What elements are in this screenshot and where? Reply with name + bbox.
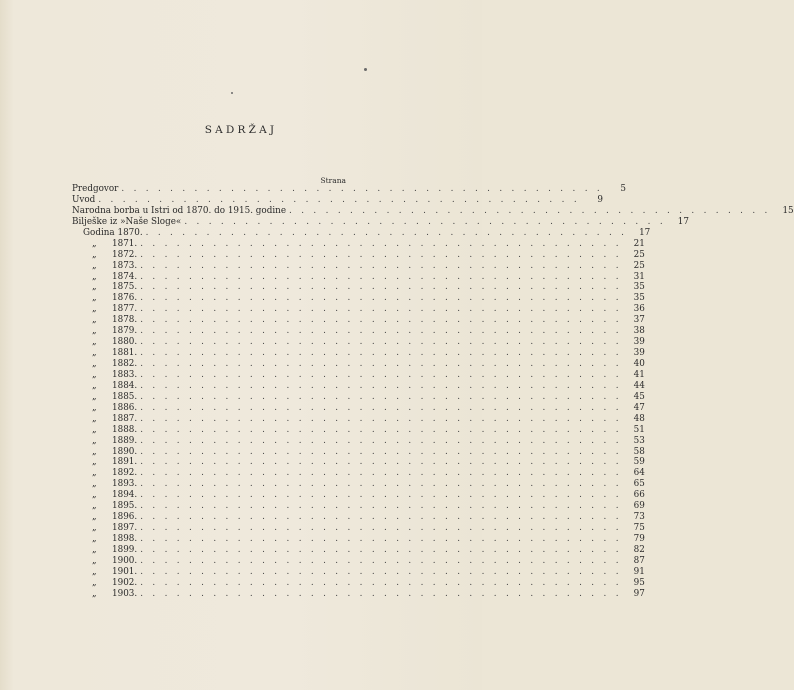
toc-year: 1889. [112,435,138,446]
toc-entry[interactable] [72,577,645,589]
toc-page-number: 53 [633,435,645,446]
toc-year: 1873. [112,260,138,271]
toc-page-number: 9 [597,194,603,205]
toc-entry[interactable] [72,293,645,304]
toc-year: 1872. [112,249,138,260]
ditto-mark: „ [92,282,97,293]
toc-year: 1886. [112,402,138,413]
toc-entry-label [72,282,137,293]
toc-year: 1900. [112,555,138,566]
toc-year: 1899. [112,544,138,555]
leader-dots: . . . . . . . . . . . . . . . . . . . . . . . . . . . . . . . . . . . . . . . . [140,544,622,555]
leader-dots: . . . . . . . . . . . . . . . . . . . . . . . . . . . . . . . . . . . . . . . . [140,304,622,315]
toc-entry[interactable] [72,304,645,315]
toc-year: 1890. [112,446,138,457]
toc-page-number: 17 [639,227,651,238]
leader-dots: . . . . . . . . . . . . . . . . . . . . . . . . . . . . . . . . . . . . . . . . [289,205,771,216]
toc-entry-label [72,272,137,283]
toc-year: 1880. [112,337,138,348]
toc-page-number: 36 [633,304,645,315]
toc-entry-label [72,304,137,315]
toc-entry[interactable] [72,468,645,479]
leader-dots: . . . . . . . . . . . . . . . . . . . . . . . . . . . . . . . . . . . . . . . . [140,369,622,380]
toc-page-number: 44 [633,380,645,391]
toc-entry[interactable] [72,446,645,458]
toc-entry[interactable] [72,424,645,436]
toc-year: 1875. [112,282,138,293]
toc-entry-label: Bilješke iz »Naše Sloge« [72,216,182,227]
toc-entry-label [72,512,137,523]
toc-year: 1887. [112,413,138,424]
toc-entry-label [72,414,137,425]
toc-page-number: 25 [633,260,645,271]
toc-entry-label [72,359,137,370]
ditto-mark: „ [92,468,97,479]
toc-entry-label [72,239,137,250]
toc-year: 1878. [112,315,138,326]
toc-year: 1881. [112,348,138,359]
toc-entry-label [72,348,137,359]
ditto-mark: „ [92,577,97,588]
toc-page-number: 41 [633,369,645,380]
toc-entry[interactable] [72,216,689,228]
toc-entry-label: Godina 1870. [83,227,143,238]
toc-entry-label [72,326,137,337]
toc-entry-label [72,523,137,534]
leader-dots: . . . . . . . . . . . . . . . . . . . . . . . . . . . . . . . . . . . . . . . . [140,555,622,566]
ditto-mark: „ [92,544,97,555]
leader-dots: . . . . . . . . . . . . . . . . . . . . . . . . . . . . . . . . . . . . . . . . [140,446,622,457]
toc-year: 1876. [112,293,138,304]
toc-entry-label [72,392,137,403]
toc-page-number: 58 [633,446,645,457]
toc-entry[interactable] [72,260,645,272]
toc-entry[interactable] [72,249,645,261]
leader-dots: . . . . . . . . . . . . . . . . . . . . . . . . . . . . . . . . . . . . . . . . [140,457,622,468]
paper-speck [231,92,233,94]
toc-page-number: 17 [677,216,689,227]
toc-page-number: 45 [633,391,645,402]
leader-dots: . . . . . . . . . . . . . . . . . . . . . . . . . . . . . . . . . . . . . . . . [140,479,622,490]
toc-page-number: 15 [782,205,794,216]
toc-entry[interactable] [72,184,626,195]
leader-dots: . . . . . . . . . . . . . . . . . . . . . . . . . . . . . . . . . . . . . . . . [140,501,622,512]
toc-entry-label [72,578,137,589]
toc-page-number: 91 [633,566,645,577]
leader-dots: . . . . . . . . . . . . . . . . . . . . . . . . . . . . . . . . . . . . . . . . [140,238,622,249]
toc-entry-label [72,370,137,381]
toc-year: 1903. [112,588,138,599]
toc-entry[interactable] [72,544,645,556]
toc-entry[interactable] [72,479,645,490]
toc-entry[interactable] [72,348,645,359]
toc-page-number: 66 [633,490,645,501]
toc-page-number: 48 [633,413,645,424]
toc-year: 1882. [112,359,138,369]
leader-dots: . . . . . . . . . . . . . . . . . . . . . . . . . . . . . . . . . . . . . . . . [98,194,580,205]
ditto-mark: „ [92,512,97,523]
ditto-mark: „ [92,337,97,348]
leader-dots: . . . . . . . . . . . . . . . . . . . . . . . . . . . . . . . . . . . . . . . . [140,326,622,337]
toc-page-number: 31 [633,271,645,282]
toc-entry[interactable] [72,271,645,283]
leader-dots: . . . . . . . . . . . . . . . . . . . . . . . . . . . . . . . . . . . . . . . . [140,490,622,501]
ditto-mark: „ [92,501,97,512]
toc-entry[interactable] [72,501,645,512]
toc-entry[interactable] [72,413,645,425]
ditto-mark: „ [92,238,97,249]
toc-entry-label [72,447,137,458]
leader-dots: . . . . . . . . . . . . . . . . . . . . . . . . . . . . . . . . . . . . . . . . [140,293,622,304]
leader-dots: . . . . . . . . . . . . . . . . . . . . . . . . . . . . . . . . . . . . . . . . [140,348,622,359]
leader-dots: . . . . . . . . . . . . . . . . . . . . . . . . . . . . . . . . . . . . . . . . [140,424,622,435]
toc-year: 1877. [112,304,138,315]
toc-entry[interactable] [72,194,603,206]
leader-dots: . . . . . . . . . . . . . . . . . . . . . . . . . . . . . . . . . . . . . . . . [140,566,622,577]
ditto-mark: „ [92,588,97,599]
toc-page-number: 97 [633,588,645,599]
ditto-mark: „ [92,479,97,490]
toc-entry[interactable] [72,380,645,392]
ditto-mark: „ [92,315,97,326]
ditto-mark: „ [92,260,97,271]
toc-page-number: 82 [633,544,645,555]
ditto-mark: „ [92,446,97,457]
ditto-mark: „ [92,380,97,391]
leader-dots: . . . . . . . . . . . . . . . . . . . . . . . . . . . . . . . . . . . . . . . . [140,249,622,260]
leader-dots: . . . . . . . . . . . . . . . . . . . . . . . . . . . . . . . . . . . . . . . . [140,534,622,544]
toc-page-number: 65 [633,479,645,490]
ditto-mark: „ [92,566,97,577]
leader-dots: . . . . . . . . . . . . . . . . . . . . . . . . . . . . . . . . . . . . . . . . [140,512,622,523]
toc-entry-label [72,589,137,600]
leader-dots: . . . . . . . . . . . . . . . . . . . . . . . . . . . . . . . . . . . . . . . . [140,315,622,326]
toc-year: 1902. [112,577,138,588]
toc-entry-label [72,545,137,556]
leader-dots: . . . . . . . . . . . . . . . . . . . . . . . . . . . . . . . . . . . . . . . . [140,413,622,424]
toc-year: 1895. [112,501,138,512]
toc-page-number: 59 [633,457,645,468]
toc-page-number: 21 [633,238,645,249]
toc-year: 1879. [112,326,138,337]
toc-entry[interactable] [72,555,645,567]
toc-year: 1898. [112,534,138,544]
toc-entry[interactable] [72,566,645,578]
leader-dots: . . . . . . . . . . . . . . . . . . . . . . . . . . . . . . . . . . . . . . . . [140,523,622,534]
toc-entry-label [72,250,137,261]
toc-entry[interactable] [72,534,645,545]
ditto-mark: „ [92,249,97,260]
toc-year: 1871. [112,238,138,249]
leader-dots: . . . . . . . . . . . . . . . . . . . . . . . . . . . . . . . . . . . . . . . . [184,216,666,227]
toc-year: 1874. [112,271,138,282]
ditto-mark: „ [92,271,97,282]
ditto-mark: „ [92,523,97,534]
toc-entry[interactable] [72,359,645,370]
leader-dots: . . . . . . . . . . . . . . . . . . . . . . . . . . . . . . . . . . . . . . . . [140,588,622,599]
page-title: SADRŽAJ [204,124,278,136]
toc-entry-label [72,468,137,479]
toc-page-number: 64 [633,468,645,479]
toc-year: 1891. [112,457,138,468]
ditto-mark: „ [92,424,97,435]
ditto-mark: „ [92,304,97,315]
toc-year: 1896. [112,512,138,523]
ditto-mark: „ [92,457,97,468]
ditto-mark: „ [92,555,97,566]
toc-entry-label [72,457,137,468]
toc-entry-label: Predgovor [72,184,119,194]
toc-entry-label [72,567,137,578]
ditto-mark: „ [92,348,97,359]
leader-dots: . . . . . . . . . . . . . . . . . . . . . . . . . . . . . . . . . . . . . . . . [145,227,628,238]
toc-year: 1885. [112,391,138,402]
toc-page-number: 5 [620,184,626,194]
leader-dots: . . . . . . . . . . . . . . . . . . . . . . . . . . . . . . . . . . . . . . . . [140,391,622,402]
toc-entry-label [72,501,137,512]
paper-speck [364,68,367,71]
leader-dots: . . . . . . . . . . . . . . . . . . . . . . . . . . . . . . . . . . . . . . . . [140,337,622,348]
toc-page-number: 51 [633,424,645,435]
leader-dots: . . . . . . . . . . . . . . . . . . . . . . . . . . . . . . . . . . . . . . . . [121,184,603,194]
leader-dots: . . . . . . . . . . . . . . . . . . . . . . . . . . . . . . . . . . . . . . . . [140,260,622,271]
leader-dots: . . . . . . . . . . . . . . . . . . . . . . . . . . . . . . . . . . . . . . . . [140,577,622,588]
toc-page-number: 47 [633,402,645,413]
leader-dots: . . . . . . . . . . . . . . . . . . . . . . . . . . . . . . . . . . . . . . . . [140,468,622,479]
toc-entry[interactable] [72,227,651,239]
toc-page-number: 87 [633,555,645,566]
toc-page-number: 35 [633,282,645,293]
toc-page-number: 73 [633,512,645,523]
leader-dots: . . . . . . . . . . . . . . . . . . . . . . . . . . . . . . . . . . . . . . . . [140,271,622,282]
toc-entry[interactable] [72,391,645,403]
toc-entry-label [72,315,137,326]
toc-entry[interactable] [72,588,645,600]
ditto-mark: „ [92,534,97,544]
toc-entry-label [72,337,137,348]
toc-page-number: 69 [633,501,645,512]
toc-entry-label [72,403,137,414]
ditto-mark: „ [92,413,97,424]
leader-dots: . . . . . . . . . . . . . . . . . . . . . . . . . . . . . . . . . . . . . . . . [140,282,622,293]
toc-entry-label [72,293,137,304]
toc-entry[interactable] [72,523,645,534]
toc-entry[interactable] [72,512,645,523]
leader-dots: . . . . . . . . . . . . . . . . . . . . . . . . . . . . . . . . . . . . . . . . [140,435,622,446]
toc-entry-label [72,425,137,436]
toc-entry[interactable] [72,435,645,447]
toc-entry-label [72,556,137,567]
toc-year: 1892. [112,468,138,479]
toc-page-number: 40 [633,359,645,369]
toc-year: 1893. [112,479,138,490]
leader-dots: . . . . . . . . . . . . . . . . . . . . . . . . . . . . . . . . . . . . . . . . [140,402,622,413]
toc-entry[interactable] [72,337,645,348]
toc-entry-label [72,261,137,272]
leader-dots: . . . . . . . . . . . . . . . . . . . . . . . . . . . . . . . . . . . . . . . . [140,380,622,391]
toc-year: 1894. [112,490,138,501]
toc-page-number: 39 [633,348,645,359]
toc-page-number: 75 [633,523,645,534]
toc-entry-label: Narodna borba u Istri od 1870. do 1915. godine [72,205,287,216]
toc-entry-label: Uvod [72,194,96,205]
toc-page-number: 37 [633,315,645,326]
ditto-mark: „ [92,391,97,402]
toc-entry[interactable] [72,205,794,217]
toc-year: 1884. [112,380,138,391]
toc-entry[interactable] [72,457,645,468]
toc-page-number: 25 [633,249,645,260]
toc-page-number: 79 [633,534,645,544]
ditto-mark: „ [92,326,97,337]
toc-entry[interactable] [72,315,645,326]
ditto-mark: „ [92,369,97,380]
ditto-mark: „ [92,359,97,369]
toc-year: 1897. [112,523,138,534]
toc-entry[interactable] [72,238,645,250]
leader-dots: . . . . . . . . . . . . . . . . . . . . . . . . . . . . . . . . . . . . . . . . [140,359,622,369]
page-column-header: Strana [320,176,346,185]
toc-entry-label [72,479,137,490]
ditto-mark: „ [92,402,97,413]
toc-entry[interactable] [72,282,645,293]
toc-entry-label [72,534,137,545]
toc-year: 1883. [112,369,138,380]
toc-page-number: 38 [633,326,645,337]
toc-year: 1901. [112,566,138,577]
ditto-mark: „ [92,490,97,501]
toc-entry-label [72,490,137,501]
toc-entry-label [72,381,137,392]
toc-page-number: 39 [633,337,645,348]
toc-entry[interactable] [72,369,645,381]
toc-entry-label [72,436,137,447]
ditto-mark: „ [92,435,97,446]
ditto-mark: „ [92,293,97,304]
toc-entry[interactable] [72,402,645,414]
toc-year: 1888. [112,424,138,435]
toc-entry[interactable] [72,490,645,501]
toc-entry[interactable] [72,326,645,337]
toc-page-number: 95 [633,577,645,588]
toc-page-number: 35 [633,293,645,304]
table-of-contents [72,184,794,600]
